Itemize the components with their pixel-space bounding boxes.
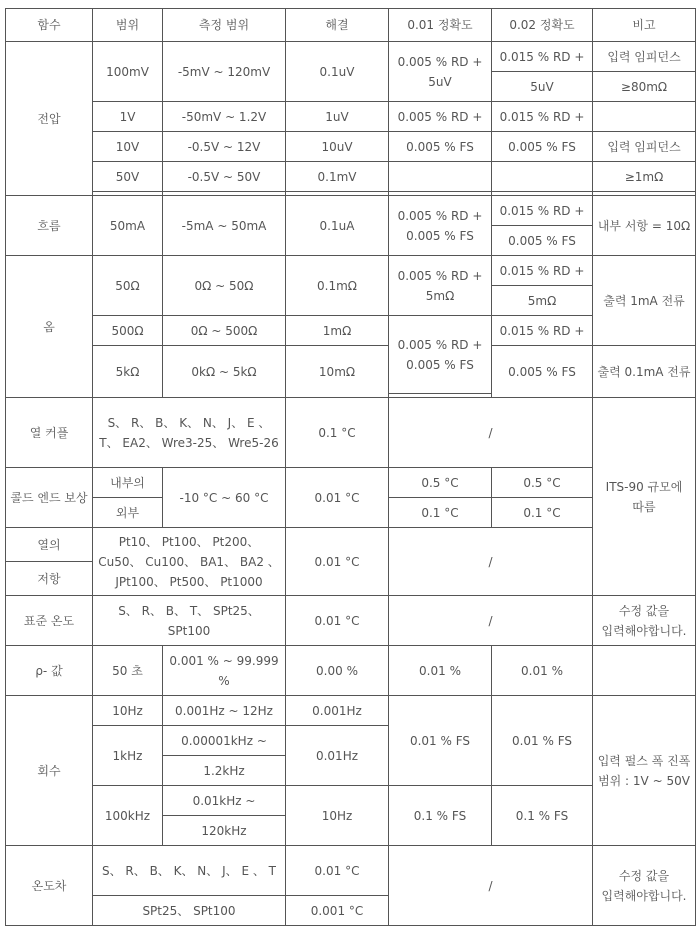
accuracy-002-cell: 0.5 °C [492, 468, 593, 498]
accuracy-001-cell: 0.005 % RD + [389, 102, 492, 132]
measure-range-cell: -10 °C ~ 60 °C [163, 468, 286, 528]
measure-range-cell: 1.2kHz [163, 756, 286, 786]
measure-range-cell: 0.001Hz ~ 12Hz [163, 696, 286, 726]
table-row [6, 346, 696, 394]
note-cell: 입력 임피던스 [593, 132, 696, 162]
function-rho: ρ- 값 [6, 646, 93, 696]
accuracy-002-cell: 0.005 % FS [492, 226, 593, 256]
function-frequency: 회수 [6, 696, 93, 846]
col-header-accuracy-002: 0.02 정확도 [492, 9, 593, 42]
accuracy-001-cell: 0.5 °C [389, 468, 492, 498]
resolution-cell: 0.01 °C [286, 528, 389, 596]
spec-table [5, 8, 696, 926]
resolution-cell: 0.1mV [286, 162, 389, 192]
function-rtd-1: 열의 [6, 528, 93, 562]
resolution-cell: 0.1 °C [286, 398, 389, 468]
accuracy-002-cell: 0.1 °C [492, 498, 593, 528]
function-current: 흐름 [6, 196, 93, 256]
range-cell: 5kΩ [93, 346, 163, 398]
table-row [6, 696, 696, 726]
accuracy-cell: / [389, 398, 593, 468]
accuracy-002-cell: 0.015 % RD + [492, 42, 593, 72]
range-cell: 50mA [93, 196, 163, 256]
table-row [6, 42, 696, 72]
function-rtd-2: 저항 [6, 562, 93, 596]
types-cell: SPt25、 SPt100 [93, 896, 286, 926]
note-cell [593, 102, 696, 132]
accuracy-001-cell: 0.005 % RD + 5mΩ [389, 256, 492, 316]
measure-range-cell: 0.001 % ~ 99.999 % [163, 646, 286, 696]
range-cell: 1V [93, 102, 163, 132]
note-cell: ≥80mΩ [593, 72, 696, 102]
note-cell: 수정 값을 입력해야합니다. [593, 846, 696, 926]
function-thermocouple: 열 커플 [6, 398, 93, 468]
resolution-cell: 0.1mΩ [286, 256, 389, 316]
accuracy-002-cell: 0.015 % RD + [492, 196, 593, 226]
note-cell: ITS-90 규모에 따름 [593, 398, 696, 596]
range-cell: 1kHz [93, 726, 163, 786]
note-cell: 출력 0.1mA 전류 [593, 346, 696, 398]
resolution-cell: 10Hz [286, 786, 389, 846]
sub-label-cell: 외부 [93, 498, 163, 528]
accuracy-002-cell: 0.01 % [492, 646, 593, 696]
accuracy-002-cell: 0.015 % RD + [492, 316, 593, 346]
table-row [6, 316, 696, 346]
measure-range-cell: -5mV ~ 120mV [163, 42, 286, 102]
table-row [6, 398, 696, 468]
accuracy-001-cell [389, 162, 492, 192]
note-cell [593, 646, 696, 696]
range-cell: 50 초 [93, 646, 163, 696]
range-cell: 100mV [93, 42, 163, 102]
accuracy-002-cell: 0.015 % RD + [492, 256, 593, 286]
types-cell: S、 R、 B、 K、 N、 J、 E 、 T、 EA2、 Wre3-25、 Wre5-26 [93, 398, 286, 468]
resolution-cell: 0.01 °C [286, 846, 389, 896]
measure-range-cell: 0kΩ ~ 5kΩ [163, 346, 286, 398]
measure-range-cell: 0.01kHz ~ [163, 786, 286, 816]
measure-range-cell: 0.00001kHz ~ [163, 726, 286, 756]
table-row [6, 468, 696, 498]
resolution-cell: 10uV [286, 132, 389, 162]
accuracy-001-cell: 0.005 % RD + 5uV [389, 42, 492, 102]
accuracy-cell: / [389, 528, 593, 596]
measure-range-cell: -0.5V ~ 12V [163, 132, 286, 162]
accuracy-002-cell: 5uV [492, 72, 593, 102]
table-row [6, 196, 696, 226]
accuracy-001-cell: 0.01 % FS [389, 696, 492, 786]
range-cell: 10V [93, 132, 163, 162]
accuracy-002-cell: 0.005 % FS [492, 346, 593, 398]
header-row [6, 9, 696, 42]
sub-label-cell: 내부의 [93, 468, 163, 498]
note-cell: 수정 값을 입력해야합니다. [593, 596, 696, 646]
col-header-function: 함수 [6, 9, 93, 42]
resolution-cell: 1mΩ [286, 316, 389, 346]
table-row [6, 646, 696, 696]
measure-range-cell: -0.5V ~ 50V [163, 162, 286, 192]
resolution-cell: 0.1uA [286, 196, 389, 256]
types-cell: S、 R、 B、 T、 SPt25、 SPt100 [93, 596, 286, 646]
range-cell: 50Ω [93, 256, 163, 316]
accuracy-cell: / [389, 846, 593, 926]
resolution-cell: 10mΩ [286, 346, 389, 398]
accuracy-002-cell: 5mΩ [492, 286, 593, 316]
function-temp-diff: 온도차 [6, 846, 93, 926]
accuracy-001-cell: 0.005 % RD + 0.005 % FS [389, 316, 492, 394]
table-row [6, 528, 696, 562]
function-voltage: 전압 [6, 42, 93, 196]
note-cell: 출력 1mA 전류 [593, 256, 696, 346]
types-cell: S、 R、 B、 K、 N、 J、 E 、 T [93, 846, 286, 896]
function-ohm: 옴 [6, 256, 93, 398]
note-cell: 입력 펄스 폭 진폭 범위 : 1V ~ 50V [593, 696, 696, 846]
col-header-range: 범위 [93, 9, 163, 42]
accuracy-001-cell: 0.01 % [389, 646, 492, 696]
resolution-cell: 0.001 °C [286, 896, 389, 926]
types-cell: Pt10、 Pt100、 Pt200、 Cu50、 Cu100、 BA1、 BA2 、 JPt100、 Pt500、 Pt1000 [93, 528, 286, 596]
note-cell: 입력 임피던스 [593, 42, 696, 72]
accuracy-001-cell: 0.005 % FS [389, 132, 492, 162]
table-row [6, 256, 696, 286]
table-row [6, 786, 696, 816]
resolution-cell: 0.01 °C [286, 596, 389, 646]
table-row [6, 102, 696, 132]
function-cold-junction: 콜드 엔드 보상 [6, 468, 93, 528]
col-header-resolution: 해결 [286, 9, 389, 42]
accuracy-002-cell: 0.015 % RD + [492, 102, 593, 132]
note-cell: ≥1mΩ [593, 162, 696, 192]
table-row [6, 846, 696, 896]
note-cell: 내부 서항 = 10Ω [593, 196, 696, 256]
measure-range-cell: 120kHz [163, 816, 286, 846]
resolution-cell: 0.01Hz [286, 726, 389, 786]
accuracy-001-cell: 0.005 % RD + 0.005 % FS [389, 196, 492, 256]
col-header-note: 비고 [593, 9, 696, 42]
accuracy-cell: / [389, 596, 593, 646]
accuracy-002-cell: 0.005 % FS [492, 132, 593, 162]
range-cell: 500Ω [93, 316, 163, 346]
table-row [6, 596, 696, 646]
resolution-cell: 0.01 °C [286, 468, 389, 528]
table-row [6, 162, 696, 192]
resolution-cell: 1uV [286, 102, 389, 132]
spec-table-container [5, 8, 696, 926]
table-row [6, 132, 696, 162]
measure-range-cell: 0Ω ~ 500Ω [163, 316, 286, 346]
measure-range-cell: -5mA ~ 50mA [163, 196, 286, 256]
function-standard-temp: 표준 온도 [6, 596, 93, 646]
accuracy-002-cell: 0.01 % FS [492, 696, 593, 786]
range-cell: 100kHz [93, 786, 163, 846]
measure-range-cell: -50mV ~ 1.2V [163, 102, 286, 132]
col-header-accuracy-001: 0.01 정확도 [389, 9, 492, 42]
range-cell: 10Hz [93, 696, 163, 726]
col-header-measure-range: 측정 범위 [163, 9, 286, 42]
resolution-cell: 0.001Hz [286, 696, 389, 726]
accuracy-002-cell: 0.1 % FS [492, 786, 593, 846]
resolution-cell: 0.1uV [286, 42, 389, 102]
resolution-cell: 0.00 % [286, 646, 389, 696]
accuracy-001-cell: 0.1 °C [389, 498, 492, 528]
accuracy-001-cell: 0.1 % FS [389, 786, 492, 846]
range-cell: 50V [93, 162, 163, 192]
accuracy-002-cell [492, 162, 593, 192]
measure-range-cell: 0Ω ~ 50Ω [163, 256, 286, 316]
